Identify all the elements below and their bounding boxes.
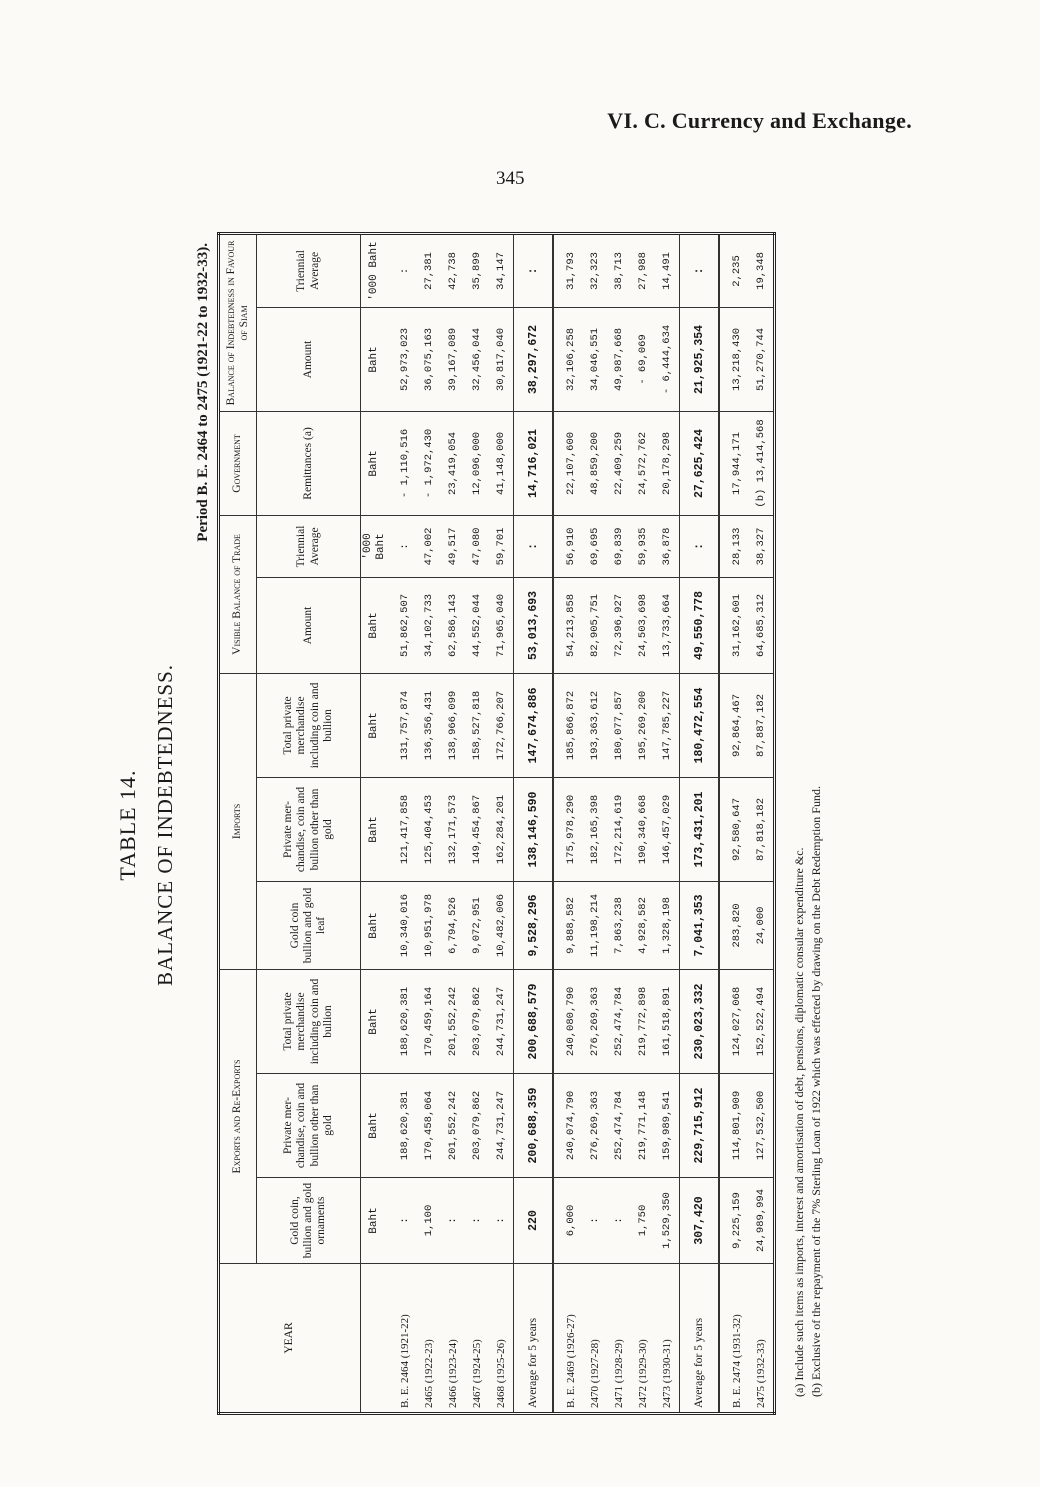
value-cell: 48,859,200 bbox=[583, 411, 607, 515]
value-cell: 182,165,398 bbox=[583, 777, 607, 881]
value-cell: : bbox=[514, 233, 554, 307]
unit-cell: Baht bbox=[361, 307, 389, 411]
value-cell: 229,715,912 bbox=[680, 1074, 720, 1178]
value-cell: 38,327 bbox=[749, 515, 775, 577]
value-cell: 132,171,573 bbox=[441, 777, 465, 881]
col-header-imp-private: Private mer-chandise, coin and bullion other than gold bbox=[257, 777, 361, 881]
col-header-bal-triennial: Triennial Average bbox=[257, 233, 361, 307]
table-row bbox=[583, 233, 607, 1413]
value-cell: 159,989,541 bbox=[655, 1074, 680, 1178]
value-cell: 240,080,790 bbox=[553, 969, 583, 1073]
table-row bbox=[749, 233, 775, 1413]
value-cell: - 6,444,634 bbox=[655, 307, 680, 411]
value-cell: 19,348 bbox=[749, 233, 775, 307]
value-cell: 28,133 bbox=[719, 515, 749, 577]
value-cell: 175,978,290 bbox=[553, 777, 583, 881]
value-cell: 31,162,601 bbox=[719, 577, 749, 673]
value-cell: 69,839 bbox=[607, 515, 631, 577]
visible-balance-group-header: Visible Balance of Trade bbox=[219, 515, 257, 673]
year-header: YEAR bbox=[219, 1264, 361, 1414]
value-cell: 42,738 bbox=[441, 233, 465, 307]
value-cell: 27,381 bbox=[417, 233, 441, 307]
page-number: 345 bbox=[496, 168, 525, 189]
value-cell: 38,297,672 bbox=[514, 307, 554, 411]
table-title: BALANCE OF INDEBTEDNESS. bbox=[153, 663, 177, 987]
value-cell: 72,396,927 bbox=[607, 577, 631, 673]
value-cell: 56,910 bbox=[553, 515, 583, 577]
value-cell: 180,077,857 bbox=[607, 673, 631, 777]
value-cell: 138,966,099 bbox=[441, 673, 465, 777]
year-cell: B. E. 2469 (1926-27) bbox=[553, 1264, 583, 1414]
value-cell: 7,041,353 bbox=[680, 881, 720, 969]
value-cell: 13,733,664 bbox=[655, 577, 680, 673]
value-cell: 136,356,431 bbox=[417, 673, 441, 777]
col-header-gov-remit: Remittances (a) bbox=[257, 411, 361, 515]
value-cell: 173,431,201 bbox=[680, 777, 720, 881]
value-cell: 92,864,467 bbox=[719, 673, 749, 777]
indebtedness-table bbox=[217, 232, 776, 1415]
col-header-exp-total: Total private merchandise including coin and bullion bbox=[257, 969, 361, 1073]
value-cell: 172,214,619 bbox=[607, 777, 631, 881]
value-cell: 1,328,198 bbox=[655, 881, 680, 969]
value-cell: 12,096,000 bbox=[465, 411, 489, 515]
value-cell: 252,474,784 bbox=[607, 1074, 631, 1178]
value-cell: 69,695 bbox=[583, 515, 607, 577]
year-cell: 2472 (1929-30) bbox=[631, 1264, 655, 1414]
value-cell: 14,716,021 bbox=[514, 411, 554, 515]
value-cell: 87,887,182 bbox=[749, 673, 775, 777]
government-group-header: Government bbox=[219, 411, 257, 515]
value-cell: 200,688,359 bbox=[514, 1074, 554, 1178]
value-cell: 35,899 bbox=[465, 233, 489, 307]
unit-cell: Baht bbox=[361, 969, 389, 1073]
value-cell: 201,552,242 bbox=[441, 969, 465, 1073]
value-cell: 23,419,054 bbox=[441, 411, 465, 515]
value-cell: 82,905,751 bbox=[583, 577, 607, 673]
value-cell: 172,766,207 bbox=[489, 673, 514, 777]
value-cell: 125,404,453 bbox=[417, 777, 441, 881]
rotated-table-block bbox=[115, 235, 875, 1415]
value-cell: 27,625,424 bbox=[680, 411, 720, 515]
value-cell: : bbox=[680, 515, 720, 577]
value-cell: 4,928,582 bbox=[631, 881, 655, 969]
value-cell: : bbox=[680, 233, 720, 307]
value-cell: 193,363,612 bbox=[583, 673, 607, 777]
col-header-exp-gold: Gold coin, bullion and gold ornaments bbox=[257, 1178, 361, 1264]
table-row bbox=[607, 233, 631, 1413]
table-number: TABLE 14. bbox=[115, 769, 140, 881]
value-cell: 59,935 bbox=[631, 515, 655, 577]
table-row bbox=[631, 233, 655, 1413]
unit-cell: Baht bbox=[361, 673, 389, 777]
value-cell: 10,340,016 bbox=[388, 881, 417, 969]
table-period: Period B. E. 2464 to 2475 (1921-22 to 1932-33). bbox=[195, 243, 211, 542]
value-cell: 41,148,000 bbox=[489, 411, 514, 515]
value-cell: - 1,110,516 bbox=[388, 411, 417, 515]
value-cell: 87,818,182 bbox=[749, 777, 775, 881]
year-cell: Average for 5 years bbox=[514, 1264, 554, 1414]
value-cell: 203,079,862 bbox=[465, 969, 489, 1073]
value-cell: 36,878 bbox=[655, 515, 680, 577]
unit-cell: Baht bbox=[361, 577, 389, 673]
value-cell: 149,454,867 bbox=[465, 777, 489, 881]
table-row bbox=[719, 233, 749, 1413]
value-cell: 124,027,068 bbox=[719, 969, 749, 1073]
balance-group-header: Balance of Indebtedness in Favour of Siam bbox=[219, 233, 257, 411]
col-header-imp-total: Total private merchandise including coin and bullion bbox=[257, 673, 361, 777]
value-cell: 188,620,381 bbox=[388, 1074, 417, 1178]
value-cell: 138,146,590 bbox=[514, 777, 554, 881]
value-cell: 161,518,891 bbox=[655, 969, 680, 1073]
value-cell: 32,456,044 bbox=[465, 307, 489, 411]
footnote-b: (b) Exclusive of the repayment of the 7% Sterling Loan of 1922 which was effected by drawing on the Debt Redemption Fund. bbox=[808, 786, 823, 1397]
average-row bbox=[514, 233, 554, 1413]
value-cell: 283,820 bbox=[719, 881, 749, 969]
value-cell: 170,459,164 bbox=[417, 969, 441, 1073]
value-cell: 14,491 bbox=[655, 233, 680, 307]
value-cell: : bbox=[441, 1178, 465, 1264]
year-cell: 2471 (1928-29) bbox=[607, 1264, 631, 1414]
value-cell: 200,688,579 bbox=[514, 969, 554, 1073]
value-cell: 24,989,994 bbox=[749, 1178, 775, 1264]
value-cell: 147,674,886 bbox=[514, 673, 554, 777]
value-cell: 121,417,858 bbox=[388, 777, 417, 881]
value-cell: 146,457,029 bbox=[655, 777, 680, 881]
year-cell: 2473 (1930-31) bbox=[655, 1264, 680, 1414]
value-cell: 147,785,227 bbox=[655, 673, 680, 777]
table-row bbox=[465, 233, 489, 1413]
year-cell: 2465 (1922-23) bbox=[417, 1264, 441, 1414]
value-cell: 53,013,693 bbox=[514, 577, 554, 673]
table-body bbox=[361, 233, 775, 1413]
value-cell: 219,771,148 bbox=[631, 1074, 655, 1178]
value-cell: 51,862,507 bbox=[388, 577, 417, 673]
value-cell: 190,340,668 bbox=[631, 777, 655, 881]
value-cell: 252,474,784 bbox=[607, 969, 631, 1073]
value-cell: 22,409,259 bbox=[607, 411, 631, 515]
value-cell: : bbox=[465, 1178, 489, 1264]
value-cell: 20,178,298 bbox=[655, 411, 680, 515]
value-cell: : bbox=[388, 515, 417, 577]
value-cell: 244,731,247 bbox=[489, 1074, 514, 1178]
value-cell: 9,888,582 bbox=[553, 881, 583, 969]
unit-cell: Baht bbox=[361, 1074, 389, 1178]
units-row bbox=[361, 233, 389, 1413]
value-cell: 185,866,872 bbox=[553, 673, 583, 777]
value-cell: 27,988 bbox=[631, 233, 655, 307]
table-row bbox=[441, 233, 465, 1413]
value-cell: : bbox=[489, 1178, 514, 1264]
value-cell: 7,863,238 bbox=[607, 881, 631, 969]
value-cell: 64,685,312 bbox=[749, 577, 775, 673]
year-cell: 2470 (1927-28) bbox=[583, 1264, 607, 1414]
value-cell: (b) 13,414,568 bbox=[749, 411, 775, 515]
value-cell: 52,973,023 bbox=[388, 307, 417, 411]
average-row bbox=[680, 233, 720, 1413]
unit-cell: '000 Baht bbox=[361, 233, 389, 307]
value-cell: 127,532,500 bbox=[749, 1074, 775, 1178]
value-cell: 49,550,778 bbox=[680, 577, 720, 673]
value-cell: 10,482,006 bbox=[489, 881, 514, 969]
year-cell: 2468 (1925-26) bbox=[489, 1264, 514, 1414]
value-cell: 170,458,064 bbox=[417, 1074, 441, 1178]
value-cell: 131,757,874 bbox=[388, 673, 417, 777]
value-cell: 21,925,354 bbox=[680, 307, 720, 411]
value-cell: 230,023,332 bbox=[680, 969, 720, 1073]
unit-cell: Baht bbox=[361, 411, 389, 515]
value-cell: 59,701 bbox=[489, 515, 514, 577]
value-cell: 30,817,040 bbox=[489, 307, 514, 411]
unit-cell: Baht bbox=[361, 881, 389, 969]
value-cell: 36,075,163 bbox=[417, 307, 441, 411]
value-cell: 201,552,242 bbox=[441, 1074, 465, 1178]
footnotes bbox=[791, 786, 825, 1397]
value-cell: 6,000 bbox=[553, 1178, 583, 1264]
value-cell: 276,269,363 bbox=[583, 1074, 607, 1178]
value-cell: 152,522,494 bbox=[749, 969, 775, 1073]
value-cell: 49,987,668 bbox=[607, 307, 631, 411]
table-row bbox=[553, 233, 583, 1413]
value-cell: : bbox=[583, 1178, 607, 1264]
value-cell: 44,552,044 bbox=[465, 577, 489, 673]
value-cell: 32,106,258 bbox=[553, 307, 583, 411]
footnote-a: (a) Include such items as imports, interest and amortisation of debt, pensions, diplomatic consular expenditure &c. bbox=[792, 847, 806, 1397]
value-cell: 49,517 bbox=[441, 515, 465, 577]
value-cell: 92,580,647 bbox=[719, 777, 749, 881]
value-cell: 24,000 bbox=[749, 881, 775, 969]
value-cell: 240,074,790 bbox=[553, 1074, 583, 1178]
table-row bbox=[655, 233, 680, 1413]
year-cell: Average for 5 years bbox=[680, 1264, 720, 1414]
value-cell: 203,079,862 bbox=[465, 1074, 489, 1178]
value-cell: 2,235 bbox=[719, 233, 749, 307]
year-cell: B. E. 2464 (1921-22) bbox=[388, 1264, 417, 1414]
table-row bbox=[417, 233, 441, 1413]
unit-cell: Baht bbox=[361, 1178, 389, 1264]
col-header-bal-amount: Amount bbox=[257, 307, 361, 411]
value-cell: 9,225,159 bbox=[719, 1178, 749, 1264]
year-cell: B. E. 2474 (1931-32) bbox=[719, 1264, 749, 1414]
year-cell: 2475 (1932-33) bbox=[749, 1264, 775, 1414]
value-cell: 9,072,951 bbox=[465, 881, 489, 969]
value-cell: : bbox=[388, 233, 417, 307]
value-cell: 1,750 bbox=[631, 1178, 655, 1264]
value-cell: 38,713 bbox=[607, 233, 631, 307]
value-cell: 195,269,200 bbox=[631, 673, 655, 777]
value-cell: 1,100 bbox=[417, 1178, 441, 1264]
section-header: VI. C. Currency and Exchange. bbox=[607, 108, 912, 133]
value-cell: 307,420 bbox=[680, 1178, 720, 1264]
value-cell: 220 bbox=[514, 1178, 554, 1264]
value-cell: 219,772,898 bbox=[631, 969, 655, 1073]
value-cell: 276,269,363 bbox=[583, 969, 607, 1073]
unit-cell: Baht bbox=[361, 777, 389, 881]
value-cell: 39,167,089 bbox=[441, 307, 465, 411]
col-header-vis-triennial: Triennial Average bbox=[257, 515, 361, 577]
imports-group-header: Imports bbox=[219, 673, 257, 969]
value-cell: 47,002 bbox=[417, 515, 441, 577]
value-cell: 10,951,978 bbox=[417, 881, 441, 969]
value-cell: 162,284,201 bbox=[489, 777, 514, 881]
year-cell: 2467 (1924-25) bbox=[465, 1264, 489, 1414]
value-cell: 24,503,698 bbox=[631, 577, 655, 673]
value-cell: 24,572,762 bbox=[631, 411, 655, 515]
value-cell: - 1,972,430 bbox=[417, 411, 441, 515]
value-cell: 180,472,554 bbox=[680, 673, 720, 777]
year-cell: 2466 (1923-24) bbox=[441, 1264, 465, 1414]
col-header-vis-amount: Amount bbox=[257, 577, 361, 673]
value-cell: 62,586,143 bbox=[441, 577, 465, 673]
exports-group-header: Exports and Re-Exports bbox=[219, 969, 257, 1263]
value-cell: 71,965,040 bbox=[489, 577, 514, 673]
value-cell: 244,731,247 bbox=[489, 969, 514, 1073]
value-cell: 34,147 bbox=[489, 233, 514, 307]
value-cell: : bbox=[514, 515, 554, 577]
col-header-imp-gold: Gold coin bullion and gold leaf bbox=[257, 881, 361, 969]
value-cell: 51,270,744 bbox=[749, 307, 775, 411]
value-cell: 22,107,600 bbox=[553, 411, 583, 515]
value-cell: 1,529,350 bbox=[655, 1178, 680, 1264]
value-cell: 34,102,733 bbox=[417, 577, 441, 673]
value-cell: 34,046,551 bbox=[583, 307, 607, 411]
value-cell: 47,080 bbox=[465, 515, 489, 577]
value-cell: 31,793 bbox=[553, 233, 583, 307]
value-cell: : bbox=[607, 1178, 631, 1264]
value-cell: 13,218,430 bbox=[719, 307, 749, 411]
value-cell: 32,323 bbox=[583, 233, 607, 307]
value-cell: 188,620,381 bbox=[388, 969, 417, 1073]
value-cell: 54,213,858 bbox=[553, 577, 583, 673]
value-cell: - 69,069 bbox=[631, 307, 655, 411]
value-cell: 11,198,214 bbox=[583, 881, 607, 969]
value-cell: 114,801,909 bbox=[719, 1074, 749, 1178]
col-header-exp-private: Private mer-chandise, coin and bullion other than gold bbox=[257, 1074, 361, 1178]
value-cell: 6,794,526 bbox=[441, 881, 465, 969]
table-row bbox=[489, 233, 514, 1413]
table-row bbox=[388, 233, 417, 1413]
value-cell: 9,528,296 bbox=[514, 881, 554, 969]
value-cell: : bbox=[388, 1178, 417, 1264]
value-cell: 17,944,171 bbox=[719, 411, 749, 515]
unit-cell: '000 Baht bbox=[361, 515, 389, 577]
value-cell: 158,527,818 bbox=[465, 673, 489, 777]
